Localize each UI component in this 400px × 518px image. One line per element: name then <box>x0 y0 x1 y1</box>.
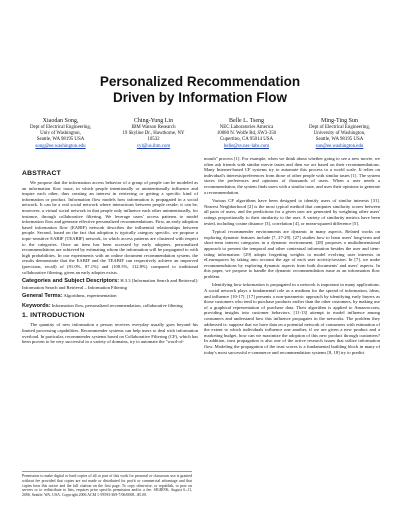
author-name: Ching-Yung Lin <box>133 118 174 124</box>
author-affiliation: IBM Watson Research <box>131 125 176 130</box>
left-column <box>22 170 198 348</box>
keywords-paragraph <box>22 303 198 310</box>
author-3 <box>200 117 293 150</box>
keywords-text: Information flow, personalized recommendation, collaborative filtering <box>51 302 183 308</box>
author-affiliation: 19 Skyline Dr., Hawthorne, NY <box>122 131 185 137</box>
body-paragraph: Identifying how information is propagated in a network is important in many applications. A social network plays a fundamental role as a medium for the spread of information, ideas, and influence [10-17]. [17] presents a non-parametric approach by identifying early buyers as those customers who tend to purchase products earlier than the other customers, by making use of a graphical representation of purchase data. Their algorithm is applied to Amazon.com, providing insights into customer behaviors. [11-13] attempt to model influence among consumers and understand how this influence propagates in the networks. The problem they addressed is: suppose that we have data on a potential network of consumers with estimation of the extent to which individuals influence one another, if we are given a new product and a marketing budget, how can we maximize the adoption of this new product through customers? In addition, trust propagation is also one of the active research issues that utilize information flow. Modeling the propagation of the trust scores is a fundamental building block in many of today's most successful e-commerce and recommendation systems [8, 18] try to predict <box>204 282 380 355</box>
author-affiliation: Dept of Electrical Engineering, <box>29 125 92 130</box>
author-address: Seattle, WA 98195 USA <box>36 137 85 143</box>
introduction-heading: 1. INTRODUCTION <box>22 312 85 320</box>
categories-text: H.3.3 [Information Search and Retrieval]: Information Search and Retrieval – Information Filtering <box>22 278 198 290</box>
title-line-1: Personalized Recommendation <box>99 74 301 89</box>
title-line-2: Driven by Information Flow <box>112 90 287 105</box>
author-affiliation: University of Washington, <box>313 131 366 137</box>
author-name: Belle L. Tseng <box>229 118 264 124</box>
author-1 <box>14 117 107 150</box>
categories-heading: Categories and Subject Descriptors: <box>22 278 120 285</box>
author-email-link[interactable]: sun@ee.washington.edu <box>315 143 364 149</box>
general-terms-heading: General Terms: <box>22 293 63 300</box>
copyright-footnote: Permission to make digital or hard copies of all or part of this work for personal or classroom use is granted without fee provided that copies are not made or distributed for profit or commercial advantage and that copies bear this notice and the full citation on the first page. To copy otherwise, or republish, to post on servers or to redistribute to lists, requires prior specific permission and/or a fee. SIGIR'06, August 6–11, 2006, Seattle, WA, USA. Copyright 2006 ACM 1-59593-369-7/06/0008...$5.00. <box>22 471 192 498</box>
author-address: Cupertino, CA 95014 USA <box>220 137 273 143</box>
author-name: Ming-Ting Sun <box>321 118 358 124</box>
author-affiliation: 10080 N. Wolfe Rd, SW3-350 <box>216 131 277 137</box>
keywords-heading: Keywords: <box>22 302 51 309</box>
paper-title <box>0 74 400 106</box>
author-email-link[interactable]: belle@sv.nec-labs.com <box>223 143 270 149</box>
author-affiliation: Univ of Washington, <box>40 131 81 137</box>
author-affiliation: Dept of Electrical Engineering, <box>308 125 371 130</box>
introduction-text: The quantity of new information a person receives everyday usually goes beyond his limited processing capabilities. Recommender systems can help users to deal with information overload. In particular, recommender systems based on Collaborative Filtering (CF), which has been proven to be very successful in a variety of domains, try to automate the "word-of- <box>22 322 198 345</box>
abstract-heading: ABSTRACT <box>22 170 61 177</box>
author-address: Seattle, WA 98195 USA <box>315 137 364 143</box>
body-paragraph: Typical recommender environments are dynamic in many aspects. Related works on exploring dynamic features include [7, 27-29]. [27] studies how to learn users' long-term and short-term interest categories in a dynamic environment. [28] proposes a multidimensional approach to present the temporal and other contextual information besides the user and item-rating information. [29] adopts forgetting weights to model evolving user interests in eLearnspaces by taking into account the age of each user activity/session. In [7], we make recommendations by exploring dynamic aspects from both documents' and users' aspects. In this paper, we propose to handle the dynamic recommendation issue as an information flow problem. <box>204 229 380 279</box>
author-2 <box>107 117 200 150</box>
author-email-link[interactable]: cyl@us.ibm.com <box>136 143 171 149</box>
author-4 <box>293 117 386 150</box>
author-name: Xiaodan Song, <box>42 118 79 124</box>
author-affiliation: NEC Laboratories America <box>219 125 274 130</box>
body-paragraph: Various CF algorithms have been designed to identify users of similar interests [31]. Nearest Neighborhood [2] is the most typical method that computes similarity scores between all pairs of users, and the predictions for a given user are generated by weighting other users' ratings proportionally to their similarity to the user. A variety of similarity metrics have been tested, including cosine distance [3], correlation [4], or mean-squared difference [5]. <box>204 198 380 226</box>
body-paragraph: mouth" process [1]. For example, when we think about whether going to see a new movie, we often ask friends with similar movie tastes and then we act based on their recommendations. Many Internet-based CF systems try to automate this process to a world scale. It relies on individual's interests/preferences from those of other people with similar tastes [1]. The system stores the preferences and opinions of thousands of users. When a user needs a recommendation, the system finds users with a similar taste, and uses their opinions to generate a recommendation. <box>204 156 380 195</box>
categories-paragraph <box>22 278 198 290</box>
author-block <box>14 117 386 150</box>
terms-paragraph <box>22 293 198 300</box>
right-column <box>204 156 380 358</box>
general-terms-text: Algorithms, experimentation <box>63 293 117 299</box>
author-email-link[interactable]: song@ee.washington.edu <box>35 143 86 149</box>
abstract-text: We propose that the information access behavior of a group of people can be modeled as an information flow issue, in which people intentionally or unintentionally influence and inspire each other, thus creating an interest in retrieving or getting a specific kind of information or product. Information flow models how information is propagated in a social network. It can be a real social network where interactions between people reside; it can be, moreover, a virtual social network in that people only influence each other unintentionally, for instance, through collaborative filtering. We leverage users' access patterns to model information flow and generate effective personalized recommendations. First, an early adoption based information flow (EABIF) network describes the influential relationships between people. Second, based on the fact that adoption is typically category specific, we propose a topic-sensitive EABIF (TEABIF) network, in which access patterns are clustered with respect to the categories. Once an item has been accessed by early adopters, personalized recommendations are achieved by estimating whom the information will be propagated to with high probabilities. In our experiments with an online document recommendation system, the results demonstrate that the EABIF and the TEABIF can respectively achieve an improved (precision, recall) of (91.0%, 87.1%) and (108.5%, 112.8%) compared to traditional collaborative filtering, given an early adopter exists. <box>22 180 198 275</box>
author-address: 10532 <box>147 137 160 143</box>
